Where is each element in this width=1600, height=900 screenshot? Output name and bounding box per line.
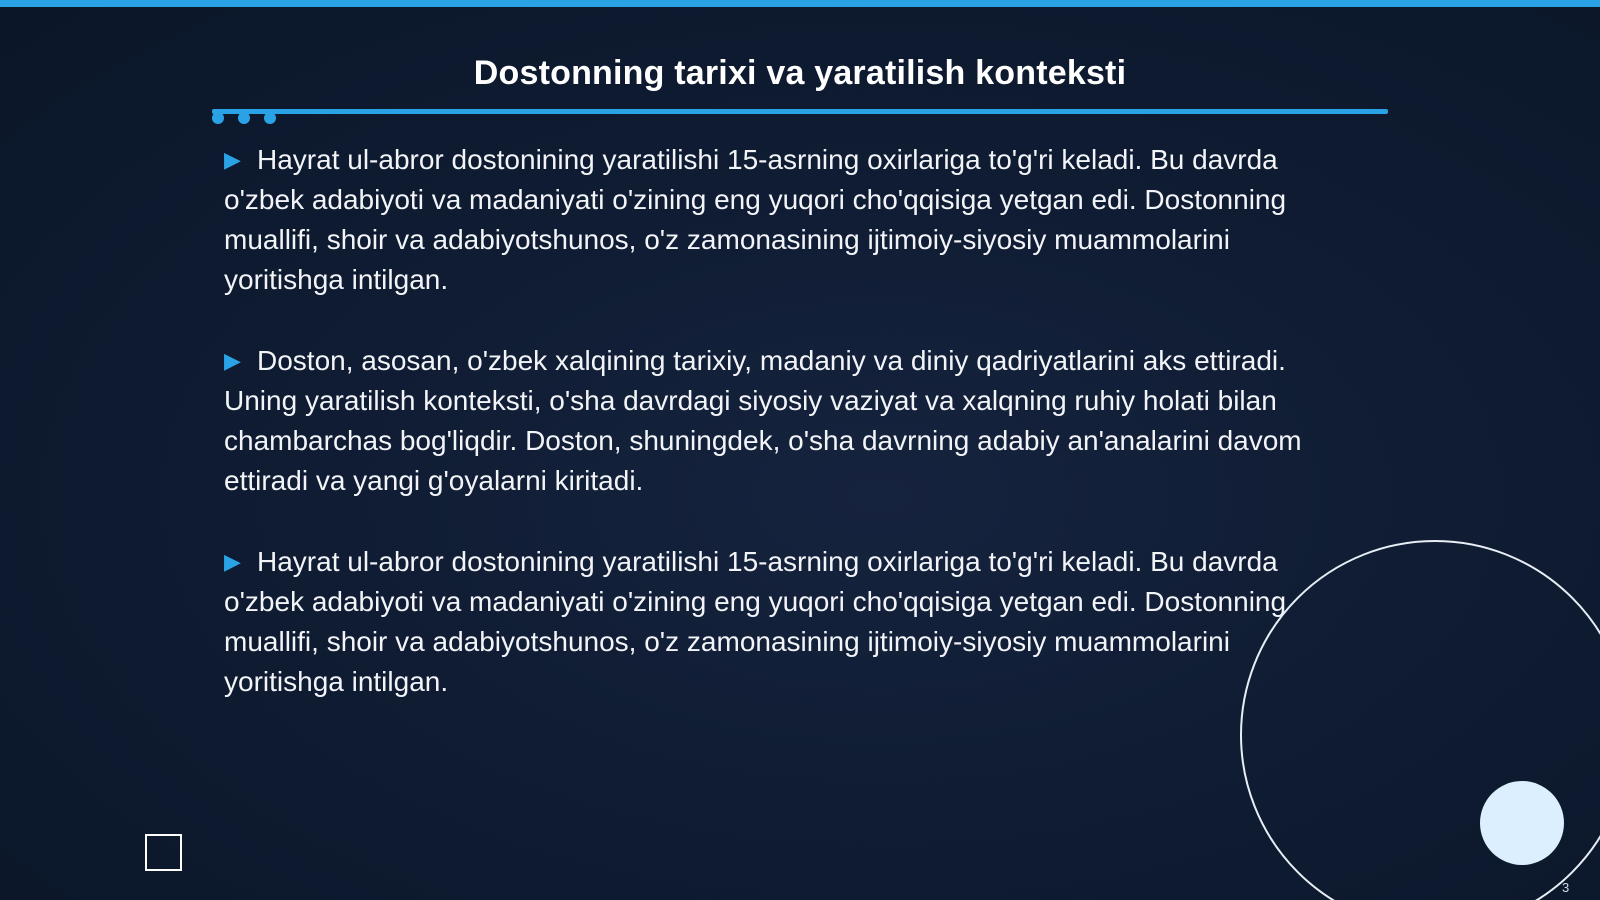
decor-dot — [212, 112, 224, 124]
play-triangle-icon: ▶ — [224, 549, 241, 574]
decor-outline-square — [145, 834, 182, 871]
paragraph-text: Hayrat ul-abror dostonining yaratilishi 15-asrning oxirlariga to'g'ri keladi. Bu davrda o'zbek adabiyoti va madaniyati o'zining eng yuqori cho'qqisiga yetgan edi. Dostonning muallifi, shoir va adabiyotshunos, o'z zamonasining ijtimoiy-siyosiy muammolarini yoritishga intilgan. — [224, 144, 1287, 295]
decor-filled-circle — [1480, 781, 1564, 865]
bullet-paragraph-2 — [224, 341, 1334, 501]
bullet-paragraph-3 — [224, 542, 1334, 702]
paragraph-text: Doston, asosan, o'zbek xalqining tarixiy, madaniy va diniy qadriyatlarini aks ettiradi. Uning yaratilish konteksti, o'sha davrdagi siyosiy vaziyat va xalqning ruhiy holati bilan chambarchas bog'liqdir. Doston, shuningdek, o'sha davrning adabiy an'analarini davom ettiradi va yangi g'oyalarni kiritadi. — [224, 345, 1302, 496]
slide-body — [224, 140, 1334, 743]
decor-dot — [238, 112, 250, 124]
title-underline — [212, 109, 1388, 114]
decor-dot — [264, 112, 276, 124]
slide-title: Dostonning tarixi va yaratilish konteksti — [473, 54, 1127, 92]
play-triangle-icon: ▶ — [224, 147, 241, 172]
bullet-paragraph-1 — [224, 140, 1334, 300]
paragraph-text: Hayrat ul-abror dostonining yaratilishi 15-asrning oxirlariga to'g'ri keladi. Bu davrda o'zbek adabiyoti va madaniyati o'zining eng yuqori cho'qqisiga yetgan edi. Dostonning muallifi, shoir va adabiyotshunos, o'z zamonasining ijtimoiy-siyosiy muammolarini yoritishga intilgan. — [224, 546, 1287, 697]
play-triangle-icon: ▶ — [224, 348, 241, 373]
page-number: 3 — [1562, 880, 1570, 895]
top-accent-bar — [0, 0, 1600, 7]
